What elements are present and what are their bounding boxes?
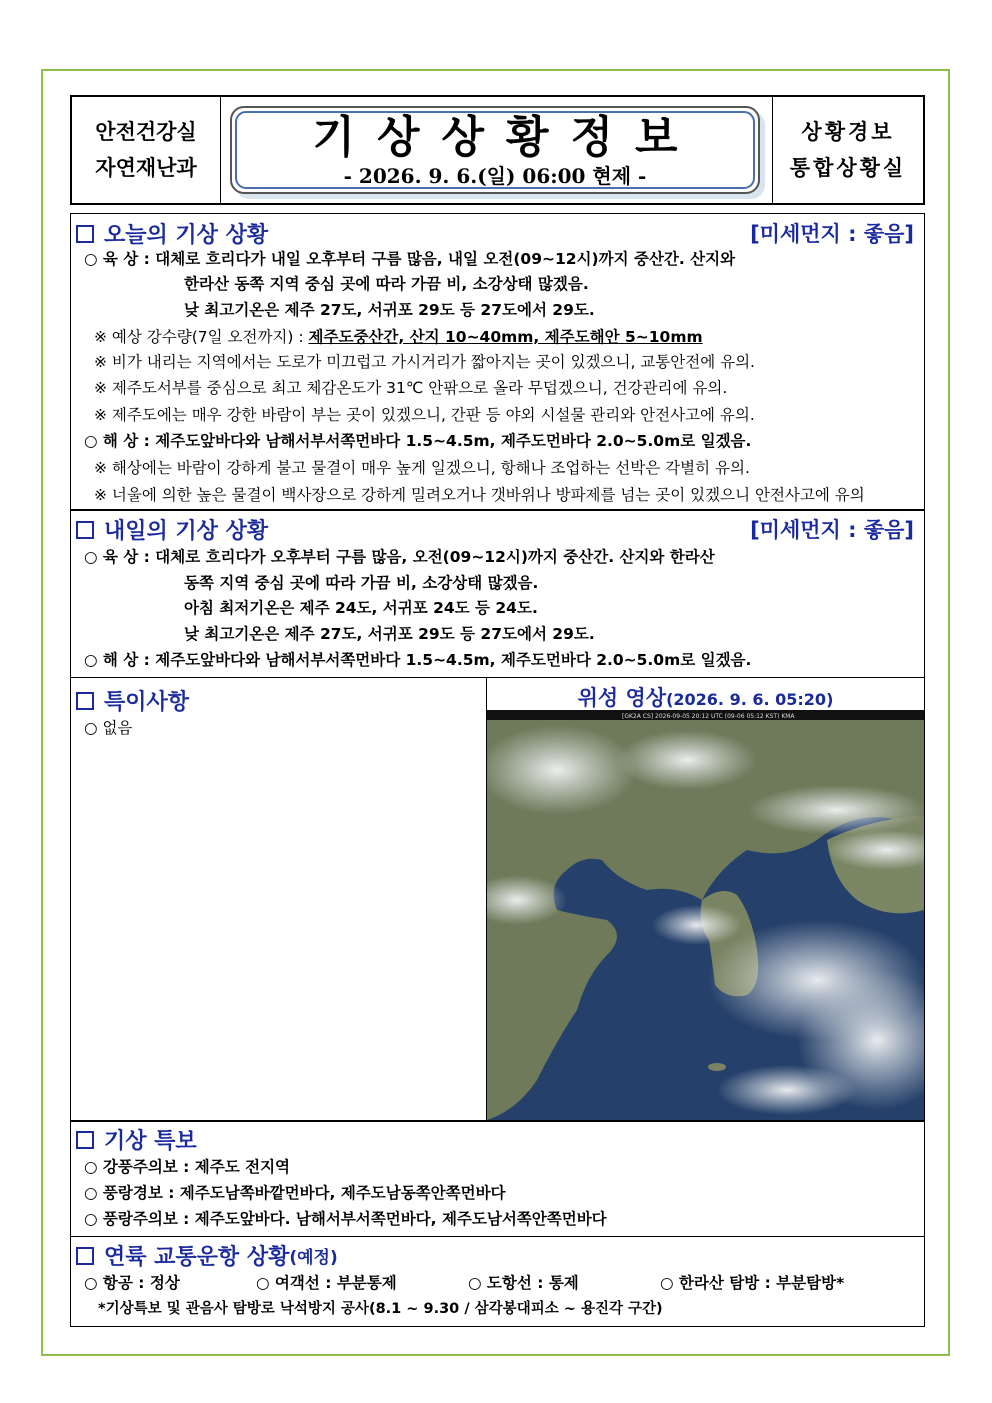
- satellite-image: [487, 710, 924, 1120]
- office-label: [772, 97, 923, 203]
- office-line-1: 상황경보: [801, 120, 895, 144]
- tomorrow-heading: 내일의 기상 상황: [76, 514, 268, 545]
- today-land-line-2: 한라산 동쪽 지역 중심 곳에 따라 가끔 비, 소강상태 많겠음.: [184, 275, 589, 293]
- warning-item-3: ○ 풍랑주의보 : 제주도앞바다. 남해서부서쪽먼바다, 제주도남서쪽안쪽먼바다: [84, 1210, 607, 1228]
- checkbox-icon: [76, 521, 94, 539]
- tomorrow-land-line-2: 동쪽 지역 중심 곳에 따라 가끔 비, 소강상태 많겠음.: [184, 574, 539, 592]
- today-note-2: ※ 제주도서부를 중심으로 최고 체감온도가 31℃ 안팎으로 올라 무덥겠으니, 건강관리에 유의.: [94, 379, 728, 397]
- warning-item-1: ○ 강풍주의보 : 제주도 전지역: [84, 1158, 291, 1176]
- page-subtitle: - 2026. 9. 6.(일) 06:00 현제 -: [343, 164, 647, 188]
- tomorrow-land-line-4: 낮 최고기온은 제주 27도, 서귀포 29도 등 27도에서 29도.: [184, 625, 595, 643]
- warning-item-2: ○ 풍랑경보 : 제주도남쪽바깥먼바다, 제주도남동쪽안쪽먼바다: [84, 1184, 506, 1202]
- warnings-heading: 기상 특보: [76, 1124, 197, 1155]
- traffic-heading: 연륙 교통운항 상황 (예정): [76, 1240, 338, 1271]
- today-land-line-1: ○ 육 상 : 대체로 흐리다가 내일 오후부터 구름 많음, 내일 오전(09~12시)까지 중산간. 산지와: [84, 250, 736, 268]
- today-note-5: ※ 너울에 의한 높은 물결이 백사장으로 강하게 밀려오거나 갯바위나 방파제를 넘는 곳이 있겠으니 안전사고에 유의: [94, 486, 865, 504]
- office-line-2: 통합상황실: [789, 156, 907, 180]
- today-note-1: ※ 비가 내리는 지역에서는 도로가 미끄럽고 가시거리가 짧아지는 곳이 있겠으니, 교통안전에 유의.: [94, 353, 755, 371]
- tomorrow-sea-line: ○ 해 상 : 제주도앞바다와 남해서부서쪽먼바다 1.5~4.5m, 제주도먼바다 2.0~5.0m로 일겠음.: [84, 651, 752, 669]
- traffic-air: ○ 항공 : 정상: [84, 1274, 180, 1292]
- today-heading: 오늘의 기상 상황: [76, 218, 268, 249]
- checkbox-icon: [76, 692, 94, 710]
- department-line-1: 안전건강실: [95, 120, 197, 144]
- tomorrow-land-line-1: ○ 육 상 : 대체로 흐리다가 오후부터 구름 많음, 오전(09~12시)까지 중산간. 산지와 한라산: [84, 548, 715, 566]
- document-header: [70, 95, 925, 205]
- special-item: ○ 없음: [84, 719, 133, 737]
- today-sea-line: ○ 해 상 : 제주도앞바다와 남해서부서쪽먼바다 1.5~4.5m, 제주도먼바다 2.0~5.0m로 일겠음.: [84, 432, 752, 450]
- special-section: [70, 677, 487, 1121]
- checkbox-icon: [76, 1131, 94, 1149]
- today-note-3: ※ 제주도에는 매우 강한 바람이 부는 곳이 있겠으니, 간판 등 야외 시설물 관리와 안전사고에 유의.: [94, 406, 755, 424]
- checkbox-icon: [76, 1247, 94, 1265]
- page-title: 기상상황정보: [312, 112, 700, 163]
- department-label: [72, 97, 221, 203]
- traffic-hallasan: ○ 한라산 탐방 : 부분탐방*: [660, 1274, 845, 1292]
- traffic-ferry: ○ 여객선 : 부분통제: [256, 1274, 397, 1292]
- today-note-4: ※ 해상에는 바람이 강하게 불고 물결이 매우 높게 일겠으니, 항해나 조업하는 선박은 각별히 유의.: [94, 459, 750, 477]
- today-land-line-3: 낮 최고기온은 제주 27도, 서귀포 29도 등 27도에서 29도.: [184, 301, 595, 319]
- title-box: [230, 106, 760, 194]
- tomorrow-dust-status: [미세먼지 : 좋음]: [750, 518, 914, 542]
- special-heading: 특이사항: [76, 685, 189, 716]
- checkbox-icon: [76, 225, 94, 243]
- today-dust-status: [미세먼지 : 좋음]: [750, 222, 914, 246]
- today-rain-forecast: ※ 예상 강수량(7일 오전까지) : 제주도중산간, 산지 10~40mm, 제주도해안 5~10mm: [94, 328, 703, 346]
- traffic-footnote: *기상특보 및 관음사 탐방로 낙석방지 공사(8.1 ~ 9.30 / 삼각봉대피소 ~ 용진각 구간): [98, 1301, 663, 1317]
- traffic-island-boat: ○ 도항선 : 통제: [468, 1274, 579, 1292]
- department-line-2: 자연재난과: [95, 156, 197, 180]
- satellite-heading: 위성 영상(2026. 9. 6. 05:20): [577, 686, 834, 710]
- tomorrow-land-line-3: 아침 최저기온은 제주 24도, 서귀포 24도 등 24도.: [184, 599, 538, 617]
- satellite-caption: [GK2A CS] 2026-09-05 20:12 UTC (09-06 05:12 KST) KMA: [622, 713, 795, 720]
